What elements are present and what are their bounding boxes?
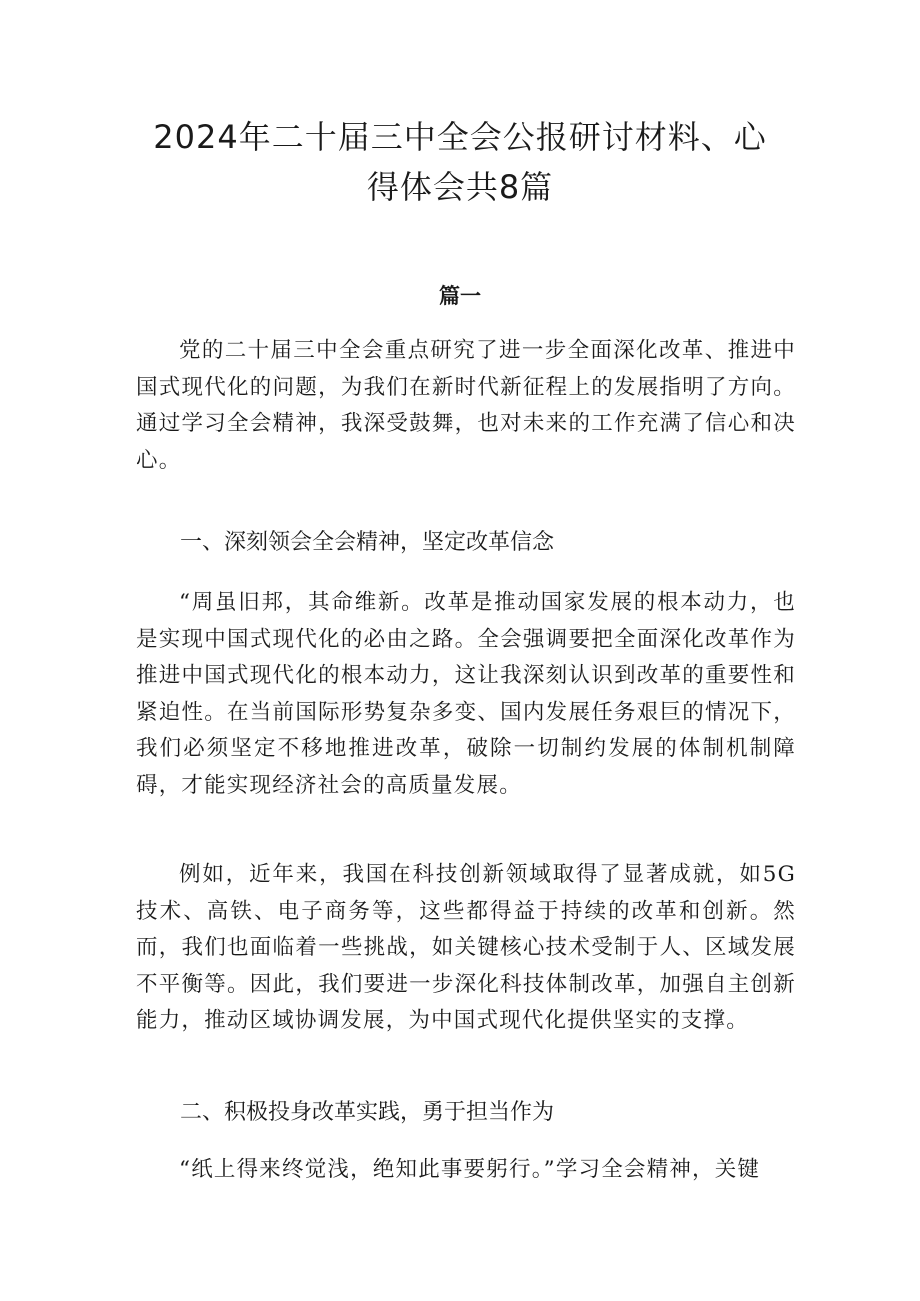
body-paragraph-1: “周虽旧邦，其命维新。改革是推动国家发展的根本动力，也是实现中国式现代化的必由之路。全会强调要把全面深化改革作为推进中国式现代化的根本动力，这让我深刻认识到改革的重要性和紧迫性。在当前国际形势复杂多变、国内发展任务艰巨的情况下，我们必须坚定不移地推进改革，破除一切制约发展的体制机制障碍，才能实现经济社会的高质量发展。 — [136, 590, 796, 798]
section-heading-1: 一、深刻领会全会精神，坚定改革信念 — [180, 530, 555, 555]
intro-paragraph: 党的二十届三中全会重点研究了进一步全面深化改革、推进中国式现代化的问题，为我们在新时代新征程上的发展指明了方向。通过学习全会精神，我深受鼓舞，也对未来的工作充满了信心和决心。 — [136, 338, 796, 473]
section-label: 篇一 — [439, 284, 481, 308]
document-title: 2024年二十届三中全会公报研讨材料、心得体会共8篇 — [153, 118, 767, 206]
section-heading-2: 二、积极投身改革实践，勇于担当作为 — [180, 1100, 555, 1125]
body-paragraph-3: “纸上得来终觉浅，绝知此事要躬行。”学习全会精神，关键 — [179, 1157, 761, 1182]
body-paragraph-2: 例如，近年来，我国在科技创新领域取得了显著成就，如5G技术、高铁、电子商务等，这些都得益于持续的改革和创新。然而，我们也面临着一些挑战，如关键核心技术受制于人、区域发展不平衡等。因此，我们要进一步深化科技体制改革，加强自主创新能力，推动区域协调发展，为中国式现代化提供坚实的支撑。 — [136, 862, 796, 1033]
